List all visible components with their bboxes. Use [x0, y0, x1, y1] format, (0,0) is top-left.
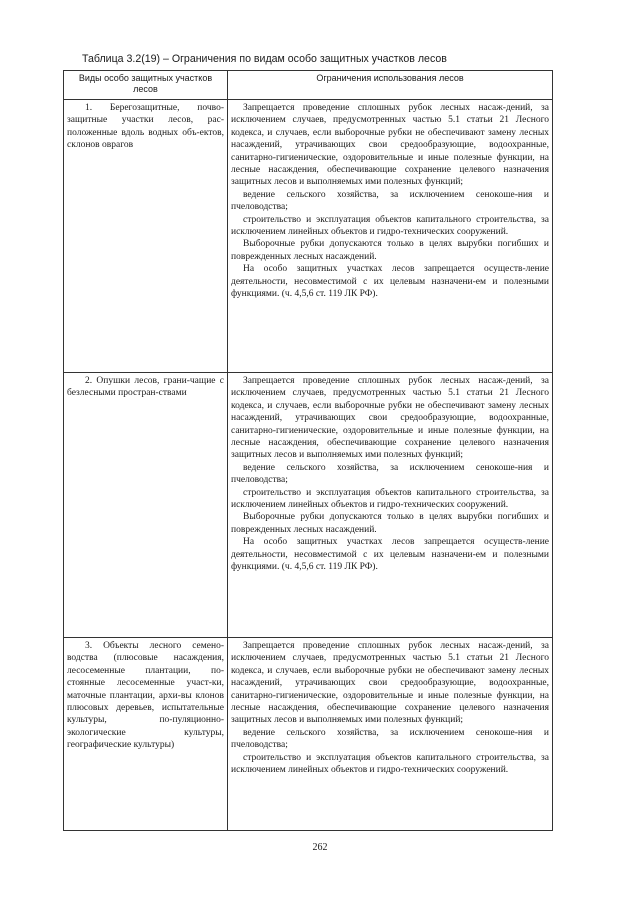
restriction-paragraph: На особо защитных участках лесов запрещается осуществ-ление деятельности, несовместимой с их целевым назначени-ем и полезными функциями. (ч. 4,5,6 ст. 119 ЛК РФ). — [231, 537, 549, 573]
page-number: 262 — [312, 842, 328, 853]
restriction-paragraph: Запрещается проведение сплошных рубок лесных насаж-дений, за исключением случаев, предусмотренных частью 5.1 статьи 21 Лесного кодекса, и случаев, если выборочные рубки не обеспечивают замену лесных насаждений, утрачивающих свои средообразующие, водоохранные, санитарно-гигиенические, оздоровительные и иные полезные функции, на лесные насаждения, обеспечивающие сохранение целевого назначения защитных лесов и выполняемых ими полезных функций; — [231, 103, 549, 188]
kind-text: 3. Объекты лесного семено-водства (плюсовые насаждения, лесосеменные плантации, по-стоянные лесосеменные участ-ки, маточные плантации, архи-вы клонов плюсовых деревьев, испытательные культуры, по-пуляционно-экологические культуры, географические культуры) — [67, 641, 224, 751]
restriction-paragraph: Выборочные рубки допускаются только в целях вырубки погибших и поврежденных лесных насаждений. — [231, 512, 549, 535]
restriction-paragraph: строительство и эксплуатация объектов капитального строительства, за исключением линейных объектов и гидро-технических сооружений. — [231, 752, 549, 776]
table-caption: Таблица 3.2(19) – Ограничения по видам особо защитных участков лесов — [82, 53, 447, 65]
restriction-paragraph: Запрещается проведение сплошных рубок лесных насаж-дений, за исключением случаев, предусмотренных частью 5.1 статьи 21 Лесного кодекса, и случаев, если выборочные рубки не обеспечивают замену лесных насаждений, утрачивающих свои средообразующие, водоохранные, санитарно-гигиенические, оздоровительные и иные полезные функции, на лесные насаждения, обеспечивающие сохранение целевого назначения защитных лесов и выполняемых ими полезных функций; — [231, 641, 549, 726]
table-row — [64, 638, 553, 831]
kind-text: 1. Берегозащитные, почво-защитные участки лесов, рас-положенные вдоль водных объ-ектов, склонов оврагов — [67, 103, 224, 151]
restrictions-cell — [228, 638, 553, 831]
table-row — [64, 100, 553, 373]
restriction-paragraph: Выборочные рубки допускаются только в целях вырубки погибших и поврежденных лесных насаждений. — [231, 239, 549, 262]
restriction-paragraph: ведение сельского хозяйства, за исключением сенокоше-ния и пчеловодства; — [231, 189, 549, 213]
restrictions-cell — [228, 100, 553, 373]
restrictions-cell — [228, 373, 553, 638]
kind-cell — [64, 100, 228, 373]
header-kinds: Виды особо защитных участков лесов — [64, 71, 228, 100]
restriction-paragraph: ведение сельского хозяйства, за исключением сенокоше-ния и пчеловодства; — [231, 727, 549, 751]
restriction-paragraph: Запрещается проведение сплошных рубок лесных насаж-дений, за исключением случаев, предусмотренных частью 5.1 статьи 21 Лесного кодекса, и случаев, если выборочные рубки не обеспечивают замену лесных насаждений, утрачивающих свои средообразующие, водоохранные, санитарно-гигиенические, оздоровительные и иные полезные функции, на лесные насаждения, обеспечивающие сохранение целевого назначения защитных лесов и выполняемых ими полезных функций; — [231, 376, 549, 461]
restrictions-table — [63, 70, 553, 831]
restriction-paragraph: На особо защитных участках лесов запрещается осуществ-ление деятельности, несовместимой с их целевым назначени-ем и полезными функциями. (ч. 4,5,6 ст. 119 ЛК РФ). — [231, 264, 549, 300]
table-header-row — [64, 71, 553, 100]
restriction-paragraph: ведение сельского хозяйства, за исключением сенокоше-ния и пчеловодства; — [231, 462, 549, 486]
restriction-paragraph: строительство и эксплуатация объектов капитального строительства, за исключением линейных объектов и гидро-технических сооружений. — [231, 214, 549, 238]
table-row — [64, 373, 553, 638]
kind-cell — [64, 638, 228, 831]
restriction-paragraph: строительство и эксплуатация объектов капитального строительства, за исключением линейных объектов и гидро-технических сооружений. — [231, 487, 549, 511]
header-restrictions: Ограничения использования лесов — [228, 71, 553, 100]
kind-text: 2. Опушки лесов, грани-чащие с безлесными простран-ствами — [67, 376, 224, 399]
kind-cell — [64, 373, 228, 638]
